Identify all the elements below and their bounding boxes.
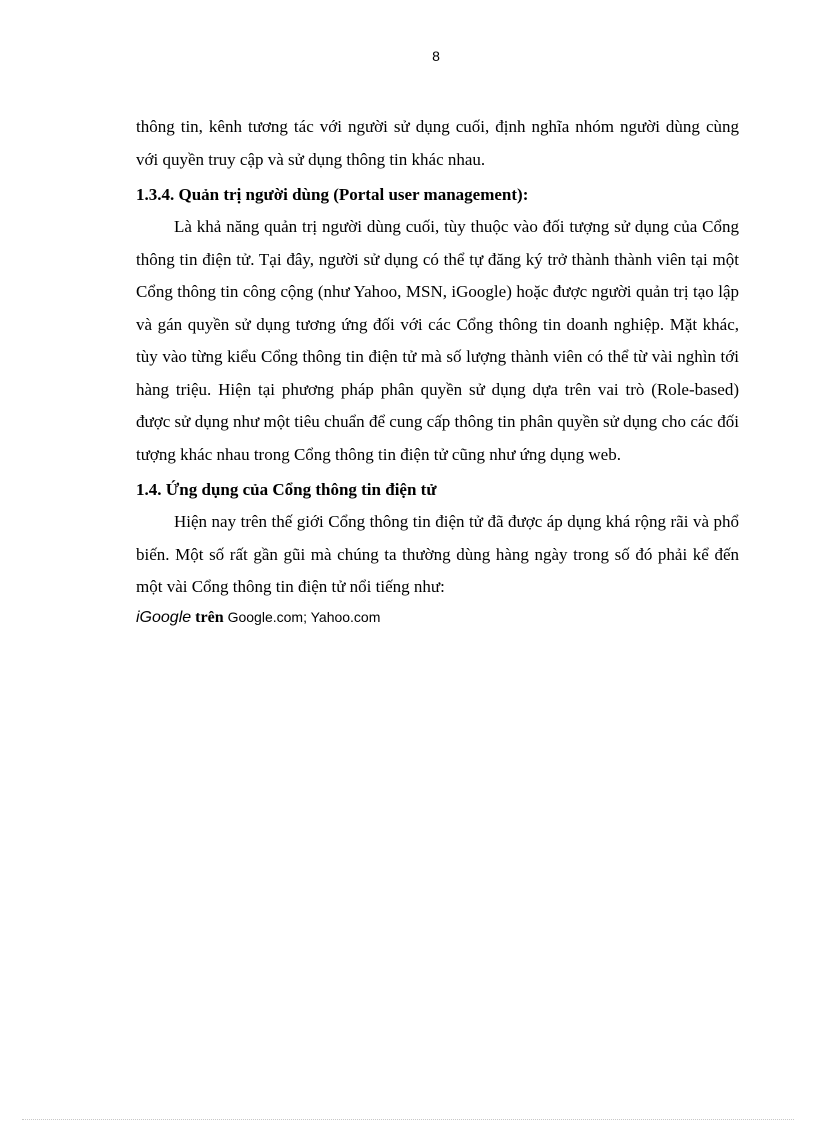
page-number: 8 (432, 48, 440, 64)
section-1-3-4-paragraph: Là khả năng quản trị người dùng cuối, tùy thuộc vào đối tượng sử dụng của Cổng thông tin điện tử. Tại đây, người sử dụng có thể tự đăng ký trở thành thành viên tại một Cổng thông tin công cộng (như Yahoo, MSN, iGoogle) hoặc được người quản trị tạo lập và gán quyền sử dụng tương ứng đối với các Cổng thông tin doanh nghiệp. Mặt khác, tùy vào từng kiểu Cổng thông tin điện tử mà số lượng thành viên có thể từ vài nghìn tới hàng triệu. Hiện tại phương pháp phân quyền sử dụng dựa trên vai trò (Role-based) được sử dụng như một tiêu chuẩn để cung cấp thông tin phân quyền sử dụng cho các đối tượng khác nhau trong Cổng thông tin điện tử cũng như ứng dụng web. (136, 217, 739, 464)
portal-example-line (136, 604, 739, 631)
igoogle-label: iGoogle (136, 608, 192, 626)
section-heading-1-3-4: 1.3.4. Quản trị người dùng (Portal user management): (136, 185, 529, 204)
example-sites: Google.com; Yahoo.com (227, 608, 381, 625)
intro-paragraph: thông tin, kênh tương tác với người sử dụng cuối, định nghĩa nhóm người dùng cùng với quyền truy cập và sử dụng thông tin khác nhau. (136, 117, 739, 169)
example-join-word: trên (195, 608, 224, 626)
page-bottom-rule (22, 1119, 794, 1120)
section-heading-1-4: 1.4. Ứng dụng của Cổng thông tin điện tử (136, 480, 437, 499)
document-body (136, 111, 739, 631)
section-1-4-paragraph: Hiện nay trên thế giới Cổng thông tin điện tử đã được áp dụng khá rộng rãi và phổ biến. Một số rất gần gũi mà chúng ta thường dùng hàng ngày trong số đó phải kể đến một vài Cổng thông tin điện tử nổi tiếng như: (136, 512, 739, 596)
